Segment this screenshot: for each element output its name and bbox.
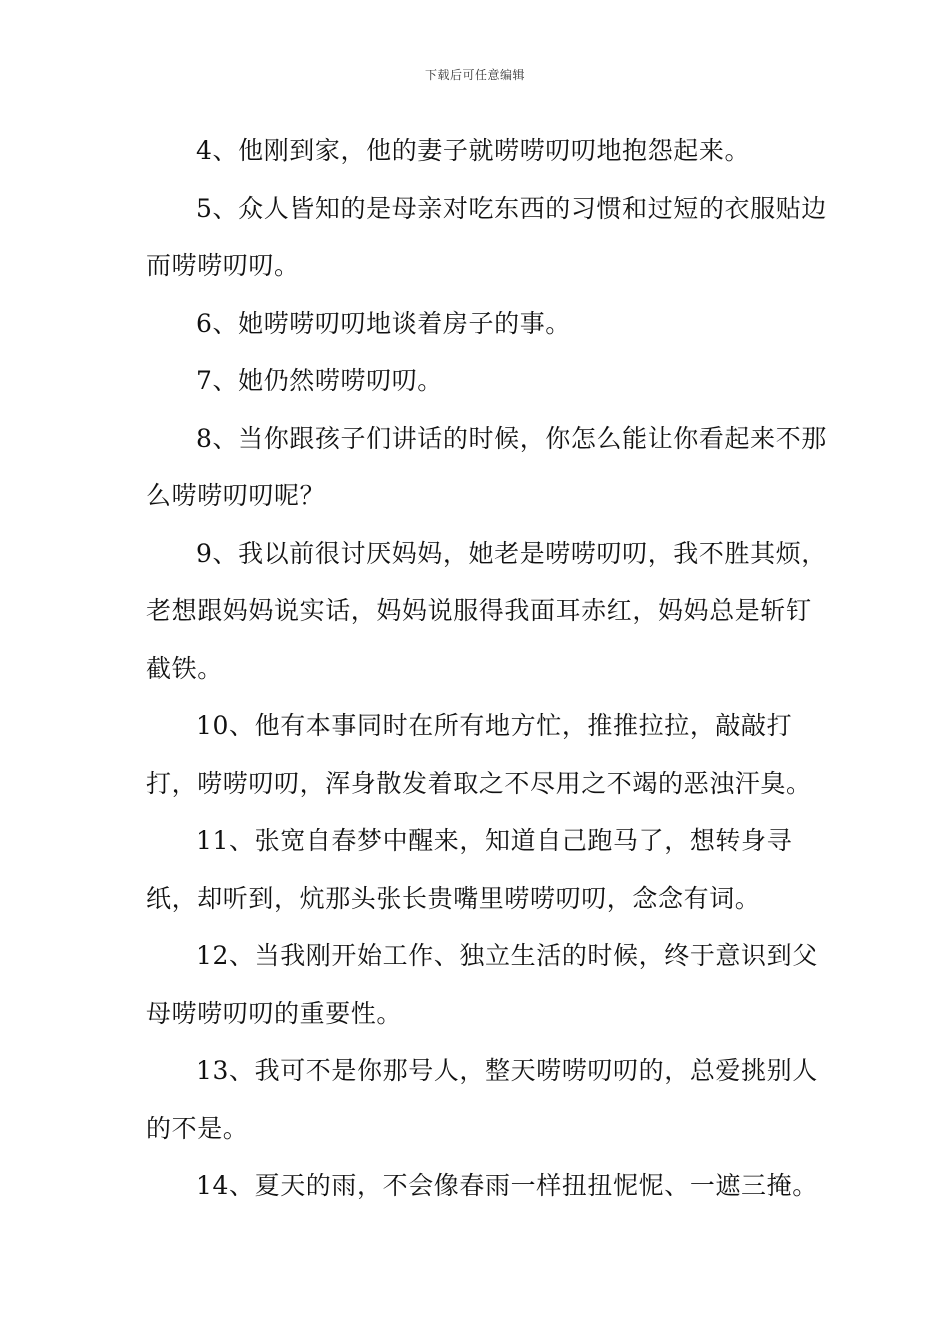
paragraph-14: 14、夏天的雨，不会像春雨一样扭扭怩怩、一遮三掩。	[196, 1171, 818, 1200]
paragraph-6: 6、她唠唠叨叨地谈着房子的事。	[196, 308, 571, 338]
header-note: 下载后可任意编辑	[424, 68, 525, 82]
document-body	[146, 122, 836, 1215]
paragraph-11: 11、张宽自春梦中醒来，知道自己跑马了，想转身寻纸，却听到，炕那头张长贵嘴里唠唠叨叨，念念有词。	[146, 826, 793, 913]
paragraph-13: 13、我可不是你那号人，整天唠唠叨叨的，总爱挑别人的不是。	[146, 1056, 818, 1143]
paragraph-12: 12、当我刚开始工作、独立生活的时候，终于意识到父母唠唠叨叨的重要性。	[146, 941, 818, 1028]
paragraph-4: 4、他刚到家，他的妻子就唠唠叨叨地抱怨起来。	[196, 136, 751, 165]
paragraph-7: 7、她仍然唠唠叨叨。	[196, 366, 443, 395]
paragraph-5: 5、众人皆知的是母亲对吃东西的习惯和过短的衣服贴边而唠唠叨叨。	[146, 193, 827, 280]
paragraph-8: 8、当你跟孩子们讲话的时候，你怎么能让你看起来不那么唠唠叨叨呢？	[146, 423, 827, 510]
paragraph-9: 9、我以前很讨厌妈妈，她老是唠唠叨叨，我不胜其烦，老想跟妈妈说实话，妈妈说服得我面耳赤红，妈妈总是斩钉截铁。	[146, 538, 827, 683]
paragraph-10: 10、他有本事同时在所有地方忙，推推拉拉，敲敲打打，唠唠叨叨，浑身散发着取之不尽用之不竭的恶浊汗臭。	[146, 711, 812, 798]
